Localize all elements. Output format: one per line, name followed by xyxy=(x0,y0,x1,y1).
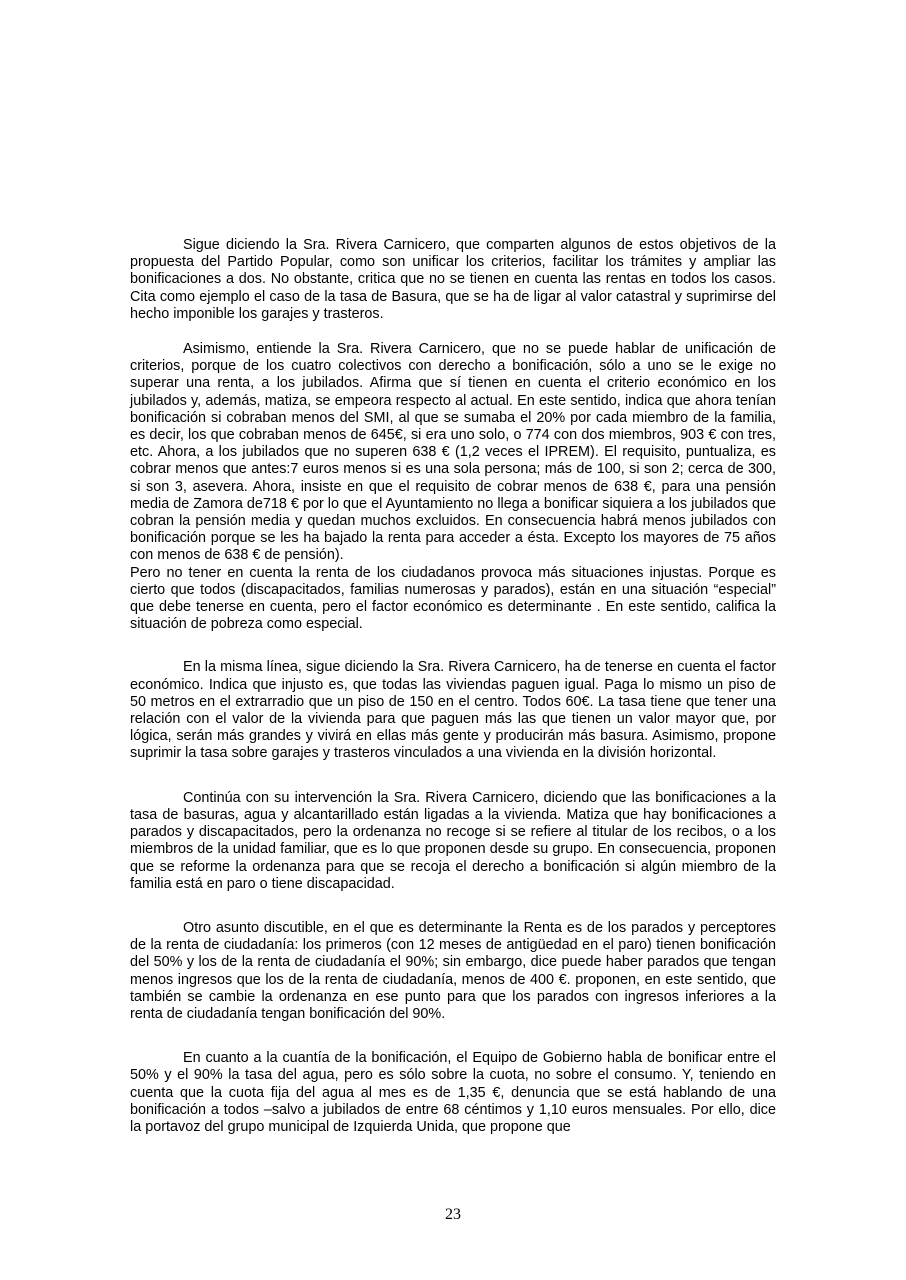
paragraph-4: En la misma línea, sigue diciendo la Sra. Rivera Carnicero, ha de tenerse en cuenta el factor económico. Indica que injusto es, que todas las viviendas paguen igual. Paga lo mismo un piso de 50 metros en el extrarradio que un piso de 150 en el centro. Todos 60€. La tasa tiene que tener una relación con el valor de la vivienda para que paguen más las que tienen un valor mayor que, por lógica, serán más grandes y vivirá en ellas más gente y producirán más basura. Asimismo, propone suprimir la tasa sobre garajes y trasteros vinculados a una vivienda en la división horizontal. xyxy=(130,659,776,762)
page-number: 23 xyxy=(445,1206,461,1223)
paragraph-3: Pero no tener en cuenta la renta de los ciudadanos provoca más situaciones injustas. Porque es cierto que todos (discapacitados, familias numerosas y parados), están en una situación “especial” que debe tenerse en cuenta, pero el factor económico es determinante . En este sentido, califica la situación de pobreza como especial. xyxy=(130,564,776,633)
paragraph-5: Continúa con su intervención la Sra. Rivera Carnicero, diciendo que las bonificaciones a la tasa de basuras, agua y alcantarillado están ligadas a la vivienda. Matiza que hay bonificaciones a parados y discapacitados, pero la ordenanza no recoge si se refiere al titular de los recibos, o a los miembros de la unidad familiar, que es lo que proponen desde su grupo. En consecuencia, proponen que se reforme la ordenanza para que se recoja el derecho a bonificación si algún miembro de la familia está en paro o tiene discapacidad. xyxy=(130,789,776,892)
paragraph-7: En cuanto a la cuantía de la bonificación, el Equipo de Gobierno habla de bonificar entre el 50% y el 90% la tasa del agua, pero es sólo sobre la cuota, no sobre el consumo. Y, teniendo en cuenta que la cuota fija del agua al mes es de 1,35 €, denuncia que se está hablando de una bonificación a todos –salvo a jubilados de entre 68 céntimos y 1,10 euros mensuales. Por ello, dice la portavoz del grupo municipal de Izquierda Unida, que propone que xyxy=(130,1050,776,1135)
body-text xyxy=(130,237,776,1136)
paragraph-2: Asimismo, entiende la Sra. Rivera Carnicero, que no se puede hablar de unificación de criterios, porque de los cuatro colectivos con derecho a bonificación, sólo a uno se le exige no superar una renta, a los jubilados. Afirma que sí tienen en cuenta el criterio económico en los jubilados y, además, matiza, se empeora respecto al actual. En este sentido, indica que ahora tenían bonificación si cobraban menos del SMI, al que se sumaba el 20% por cada miembro de la familia, es decir, los que cobraban menos de 645€, si era uno solo, o 774 con dos miembros, 903 € con tres, etc. Ahora, a los jubilados que no superen 638 € (1,2 veces el IPREM). El requisito, puntualiza, es cobrar menos que antes:7 euros menos si es una sola persona; más de 100, si son 2; cerca de 300, si son 3, asevera. Ahora, insiste en que el requisito de cobrar menos de 638 €, para una pensión media de Zamora de718 € por lo que el Ayuntamiento no llega a bonificar siquiera a los jubilados que cobran la pensión media y quedan muchos excluidos. En consecuencia habrá menos jubilados con bonificación porque se les ha bajado la renta para acceder a ésta. Excepto los mayores de 75 años con menos de 638 € de pensión). xyxy=(130,341,776,564)
paragraph-6: Otro asunto discutible, en el que es determinante la Renta es de los parados y perceptores de la renta de ciudadanía: los primeros (con 12 meses de antigüedad en el paro) tienen bonificación del 50% y los de la renta de ciudadanía el 90%; sin embargo, dice puede haber parados que tengan menos ingresos que los de la renta de ciudadanía, menos de 400 €. proponen, en este sentido, que también se cambie la ordenanza en ese punto para que los parados con ingresos inferiores a la renta de ciudadanía tengan bonificación del 90%. xyxy=(130,919,776,1022)
paragraph-1: Sigue diciendo la Sra. Rivera Carnicero, que comparten algunos de estos objetivos de la propuesta del Partido Popular, como son unificar los criterios, facilitar los trámites y ampliar las bonificaciones a dos. No obstante, critica que no se tienen en cuenta las rentas en todos los casos. Cita como ejemplo el caso de la tasa de Basura, que se ha de ligar al valor catastral y suprimirse del hecho imponible los garajes y trasteros. xyxy=(130,237,776,322)
